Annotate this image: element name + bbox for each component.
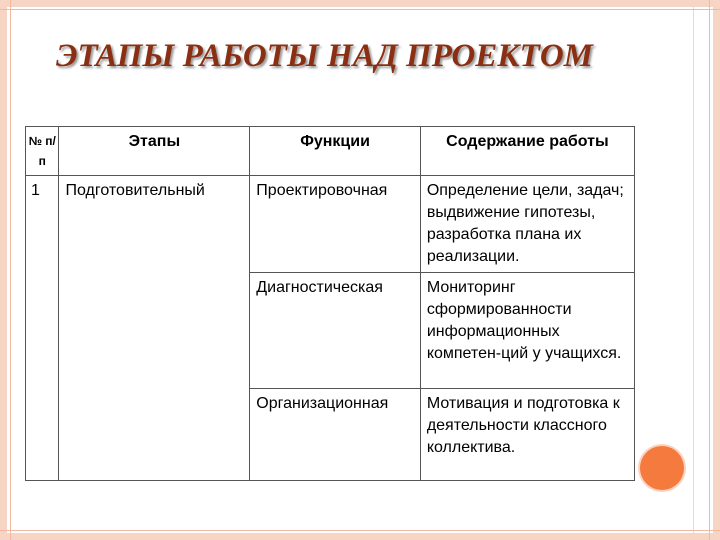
function-cell: Организационная xyxy=(250,389,421,481)
frame-line xyxy=(0,530,720,531)
column-header-content: Содержание работы xyxy=(420,127,634,176)
frame-line xyxy=(693,0,694,540)
column-header-stages: Этапы xyxy=(59,127,250,176)
function-cell: Диагностическая xyxy=(250,273,421,389)
content-cell: Мотивация и подготовка к деятельности классного коллектива. xyxy=(420,389,634,481)
table-header-row xyxy=(26,127,635,176)
slide-title: ЭТАПЫ РАБОТЫ НАД ПРОЕКТОМ xyxy=(56,38,593,74)
row-number-cell: 1 xyxy=(26,176,59,481)
frame-line xyxy=(0,9,720,10)
function-cell: Проектировочная xyxy=(250,176,421,273)
content-cell: Мониторинг сформированности информационных компетен-ций у учащихся. xyxy=(420,273,634,389)
frame-line xyxy=(709,0,710,540)
project-stages-table xyxy=(25,126,635,481)
content-cell: Определение цели, задач; выдвижение гипотезы, разработка плана их реализации. xyxy=(420,176,634,273)
frame-line xyxy=(10,0,11,540)
decorative-circle xyxy=(640,446,684,490)
column-header-number: № п/п xyxy=(26,127,59,176)
stage-cell: Подготовительный xyxy=(59,176,250,481)
column-header-functions: Функции xyxy=(250,127,421,176)
table-row xyxy=(26,176,635,273)
